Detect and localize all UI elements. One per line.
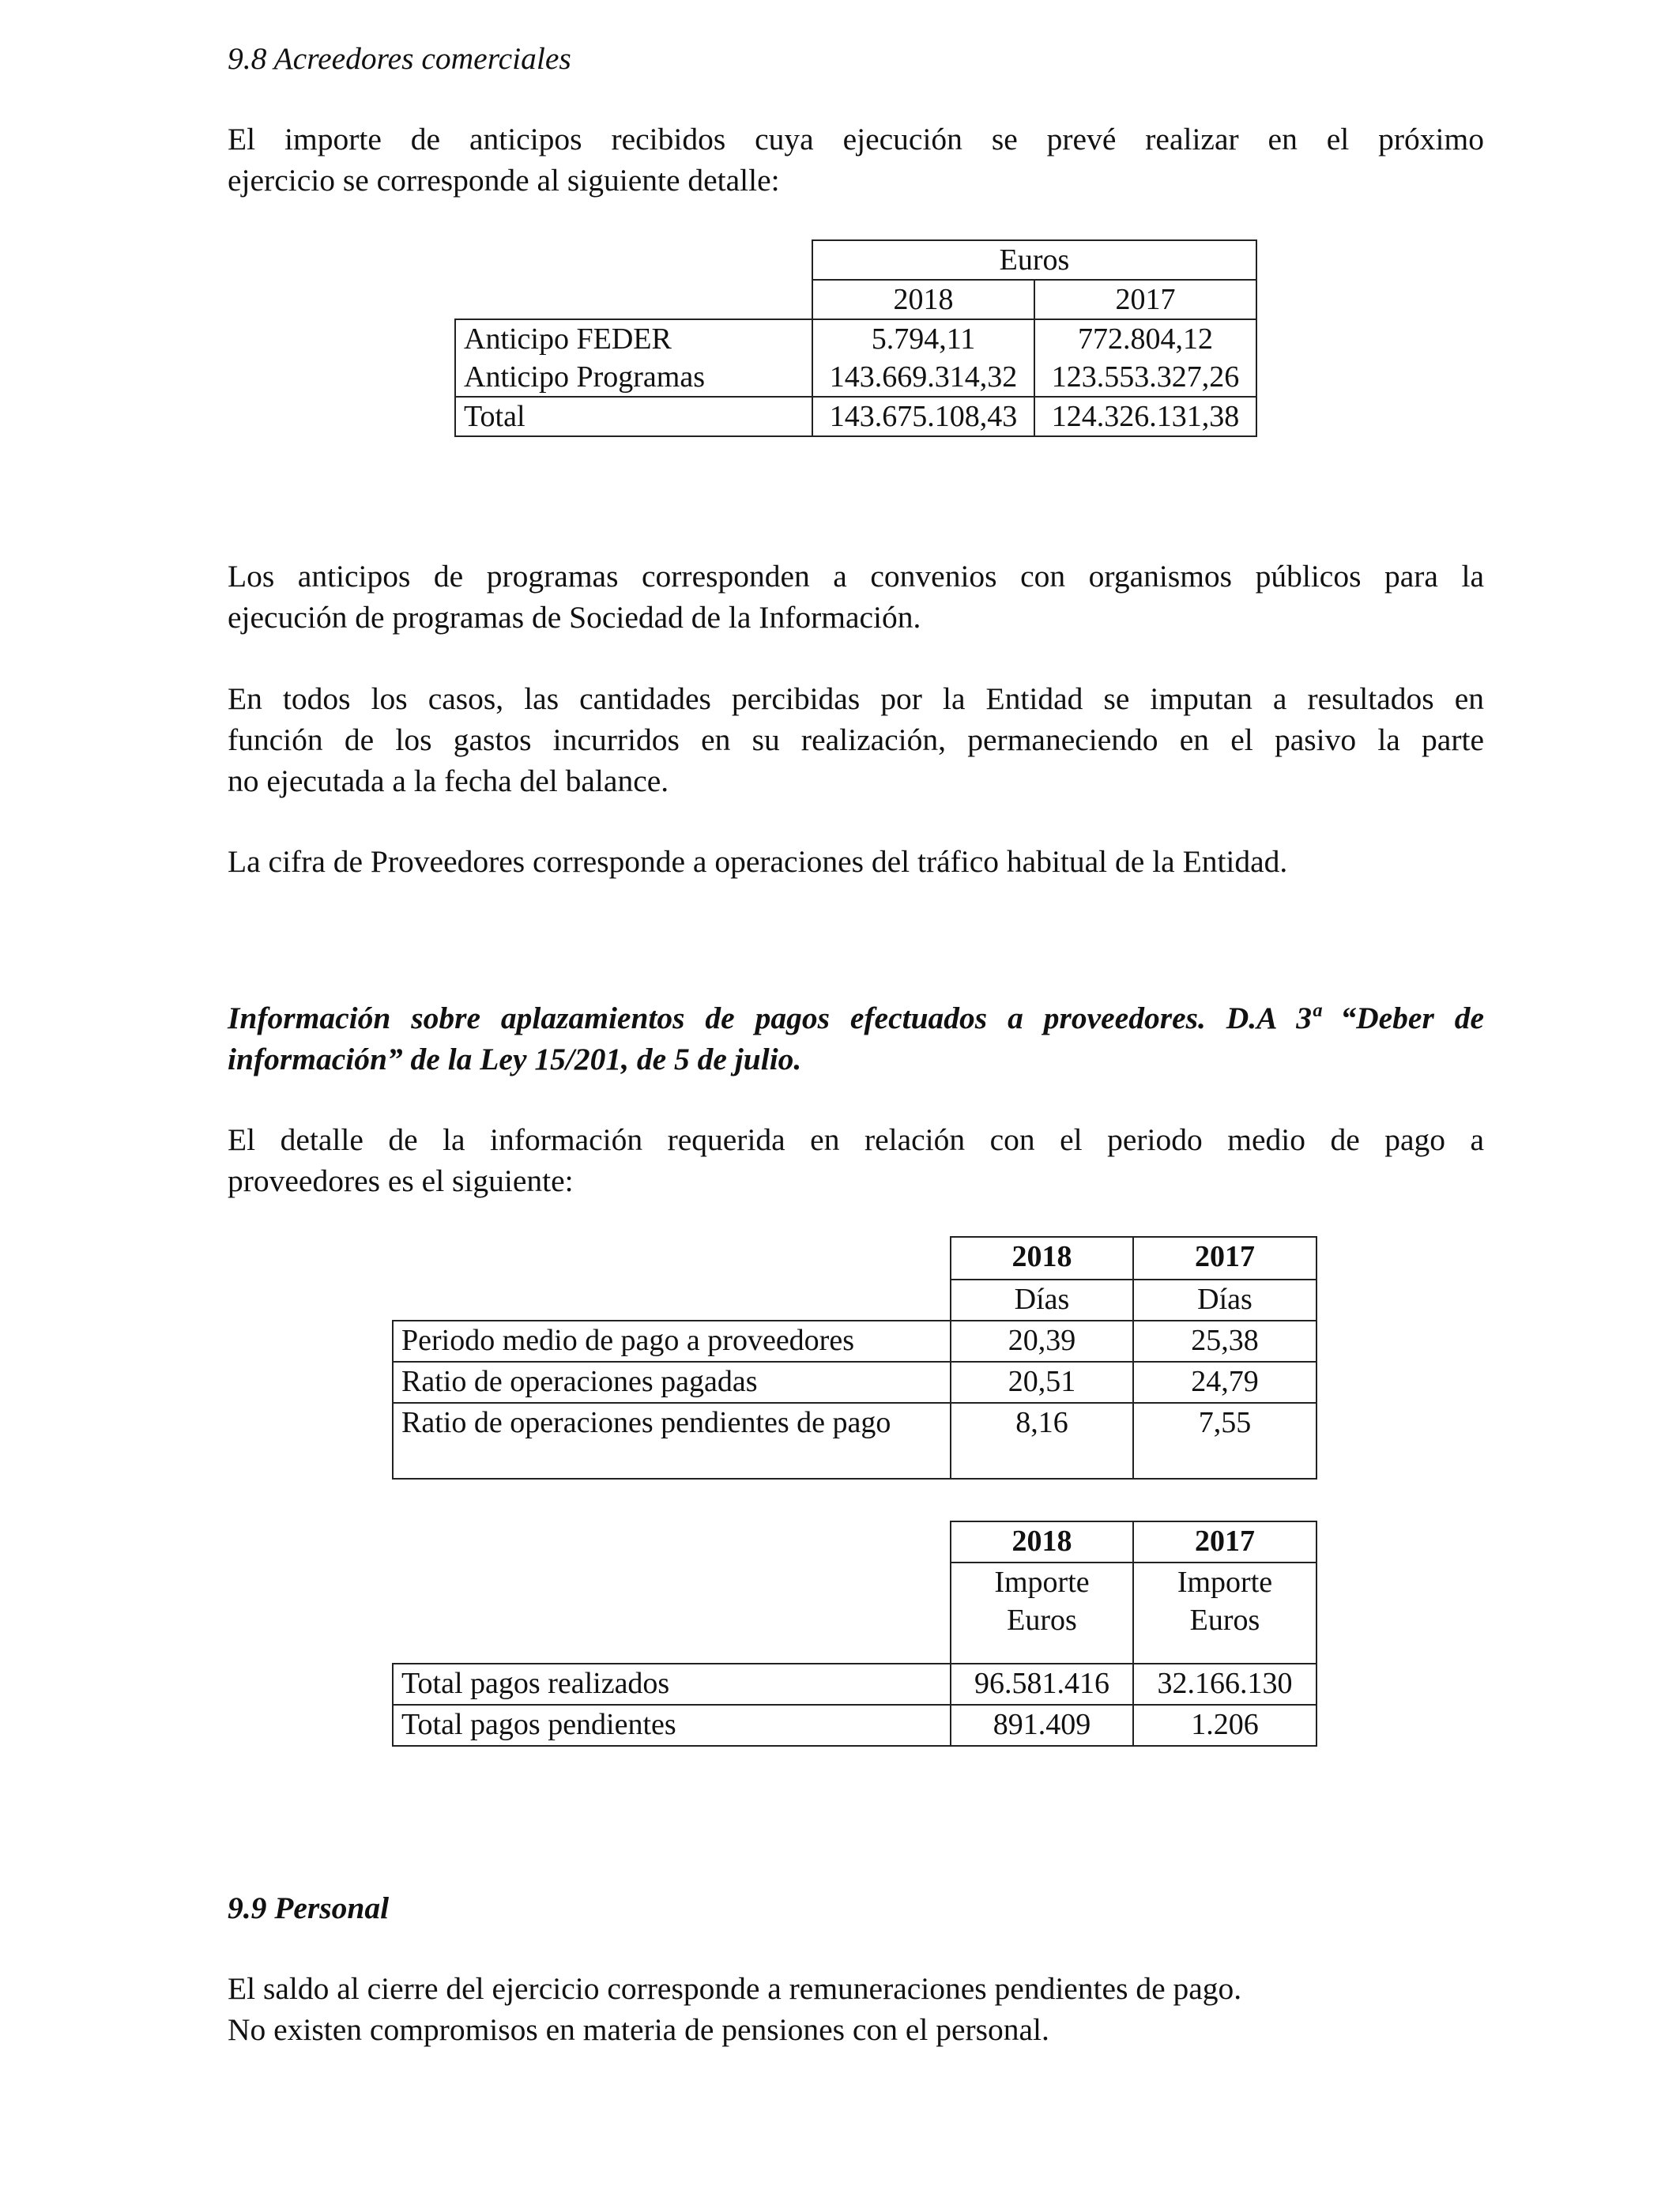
section-99-line-2: No existen compromisos en materia de pensiones con el personal. [228,2012,1049,2047]
section-98-intro-line-1: El importe de anticipos recibidos cuya ejecución se prevé realizar en el próximo [228,122,1484,156]
row-label: Periodo medio de pago a proveedores [393,1321,951,1362]
days-years-row [393,1237,1317,1280]
section-98-para4: La cifra de Proveedores corresponde a operaciones del tráfico habitual de la Entidad. [228,844,1288,879]
row-label: Anticipo Programas [455,358,812,397]
section-99-heading: 9.9 Personal [228,1891,390,1925]
anticipos-table [454,239,1257,437]
table-row [455,319,1256,358]
cell-value: 96.581.416 [951,1664,1133,1705]
unit-label: Días [951,1280,1133,1321]
aplazamientos-heading-line-2: información” de la Ley 15/201, de 5 de julio. [228,1042,802,1076]
row-label: Total [455,397,812,436]
unit-importe: Importe [1177,1566,1273,1599]
row-label: Ratio de operaciones pagadas [393,1362,951,1403]
cell-value: 24,79 [1133,1362,1317,1403]
anticipos-header-row [455,240,1256,280]
row-label: Anticipo FEDER [455,319,812,358]
cell-value: 7,55 [1133,1403,1317,1479]
section-98-intro-line-2: ejercicio se corresponde al siguiente detalle: [228,163,780,198]
section-99-line-1: El saldo al cierre del ejercicio corresponde a remuneraciones pendientes de pago. [228,1971,1242,2006]
section-98-para3-line-3: no ejecutada a la fecha del balance. [228,763,669,798]
year-2017-header: 2017 [1034,280,1256,319]
euros-header: Euros [812,240,1256,280]
cell-value: 32.166.130 [1133,1664,1317,1705]
unit-label [951,1563,1133,1664]
table-row [455,358,1256,397]
anticipos-years-row [455,280,1256,319]
aplazamientos-intro-line-2: proveedores es el siguiente: [228,1163,574,1198]
aplazamientos-intro-line-1: El detalle de la información requerida en relación con el periodo medio de pago a [228,1122,1484,1157]
cell-value: 143.675.108,43 [812,397,1034,436]
periodo-medio-pago-table [392,1236,1317,1480]
days-unit-row [393,1280,1317,1321]
section-98-para2-line-2: ejecución de programas de Sociedad de la Información. [228,600,921,635]
amounts-unit-row [393,1563,1317,1664]
cell-value: 143.669.314,32 [812,358,1034,397]
table-row [393,1664,1317,1705]
table-row [393,1321,1317,1362]
cell-value: 123.553.327,26 [1034,358,1256,397]
unit-importe: Importe [994,1566,1090,1599]
year-2017-header: 2017 [1133,1521,1317,1563]
unit-euros: Euros [1189,1604,1260,1637]
amounts-years-row [393,1521,1317,1563]
row-label: Ratio de operaciones pendientes de pago [393,1403,951,1479]
table-row [393,1403,1317,1479]
section-98-para3-line-2: función de los gastos incurridos en su realización, permaneciendo en el pasivo la parte [228,722,1484,757]
unit-label [1133,1563,1317,1664]
unit-label: Días [1133,1280,1317,1321]
table-row [393,1362,1317,1403]
year-2018-header: 2018 [951,1521,1133,1563]
cell-value: 25,38 [1133,1321,1317,1362]
pagos-importe-table [392,1521,1317,1747]
year-2018-header: 2018 [951,1237,1133,1280]
table-row-total [455,397,1256,436]
year-2017-header: 2017 [1133,1237,1317,1280]
unit-euros: Euros [1007,1604,1077,1637]
row-label: Total pagos realizados [393,1664,951,1705]
year-2018-header: 2018 [812,280,1034,319]
cell-value: 124.326.131,38 [1034,397,1256,436]
table-row [393,1705,1317,1746]
cell-value: 8,16 [951,1403,1133,1479]
cell-value: 891.409 [951,1705,1133,1746]
cell-value: 5.794,11 [812,319,1034,358]
section-98-heading: 9.8 Acreedores comerciales [228,41,571,76]
cell-value: 1.206 [1133,1705,1317,1746]
cell-value: 20,51 [951,1362,1133,1403]
section-98-para2-line-1: Los anticipos de programas corresponden a convenios con organismos públicos para la [228,559,1484,594]
cell-value: 20,39 [951,1321,1133,1362]
aplazamientos-heading-line-1: Información sobre aplazamientos de pagos efectuados a proveedores. D.A 3ª “Deber de [228,1001,1484,1035]
cell-value: 772.804,12 [1034,319,1256,358]
section-98-para3-line-1: En todos los casos, las cantidades percibidas por la Entidad se imputan a resultados en [228,681,1484,716]
row-label: Total pagos pendientes [393,1705,951,1746]
